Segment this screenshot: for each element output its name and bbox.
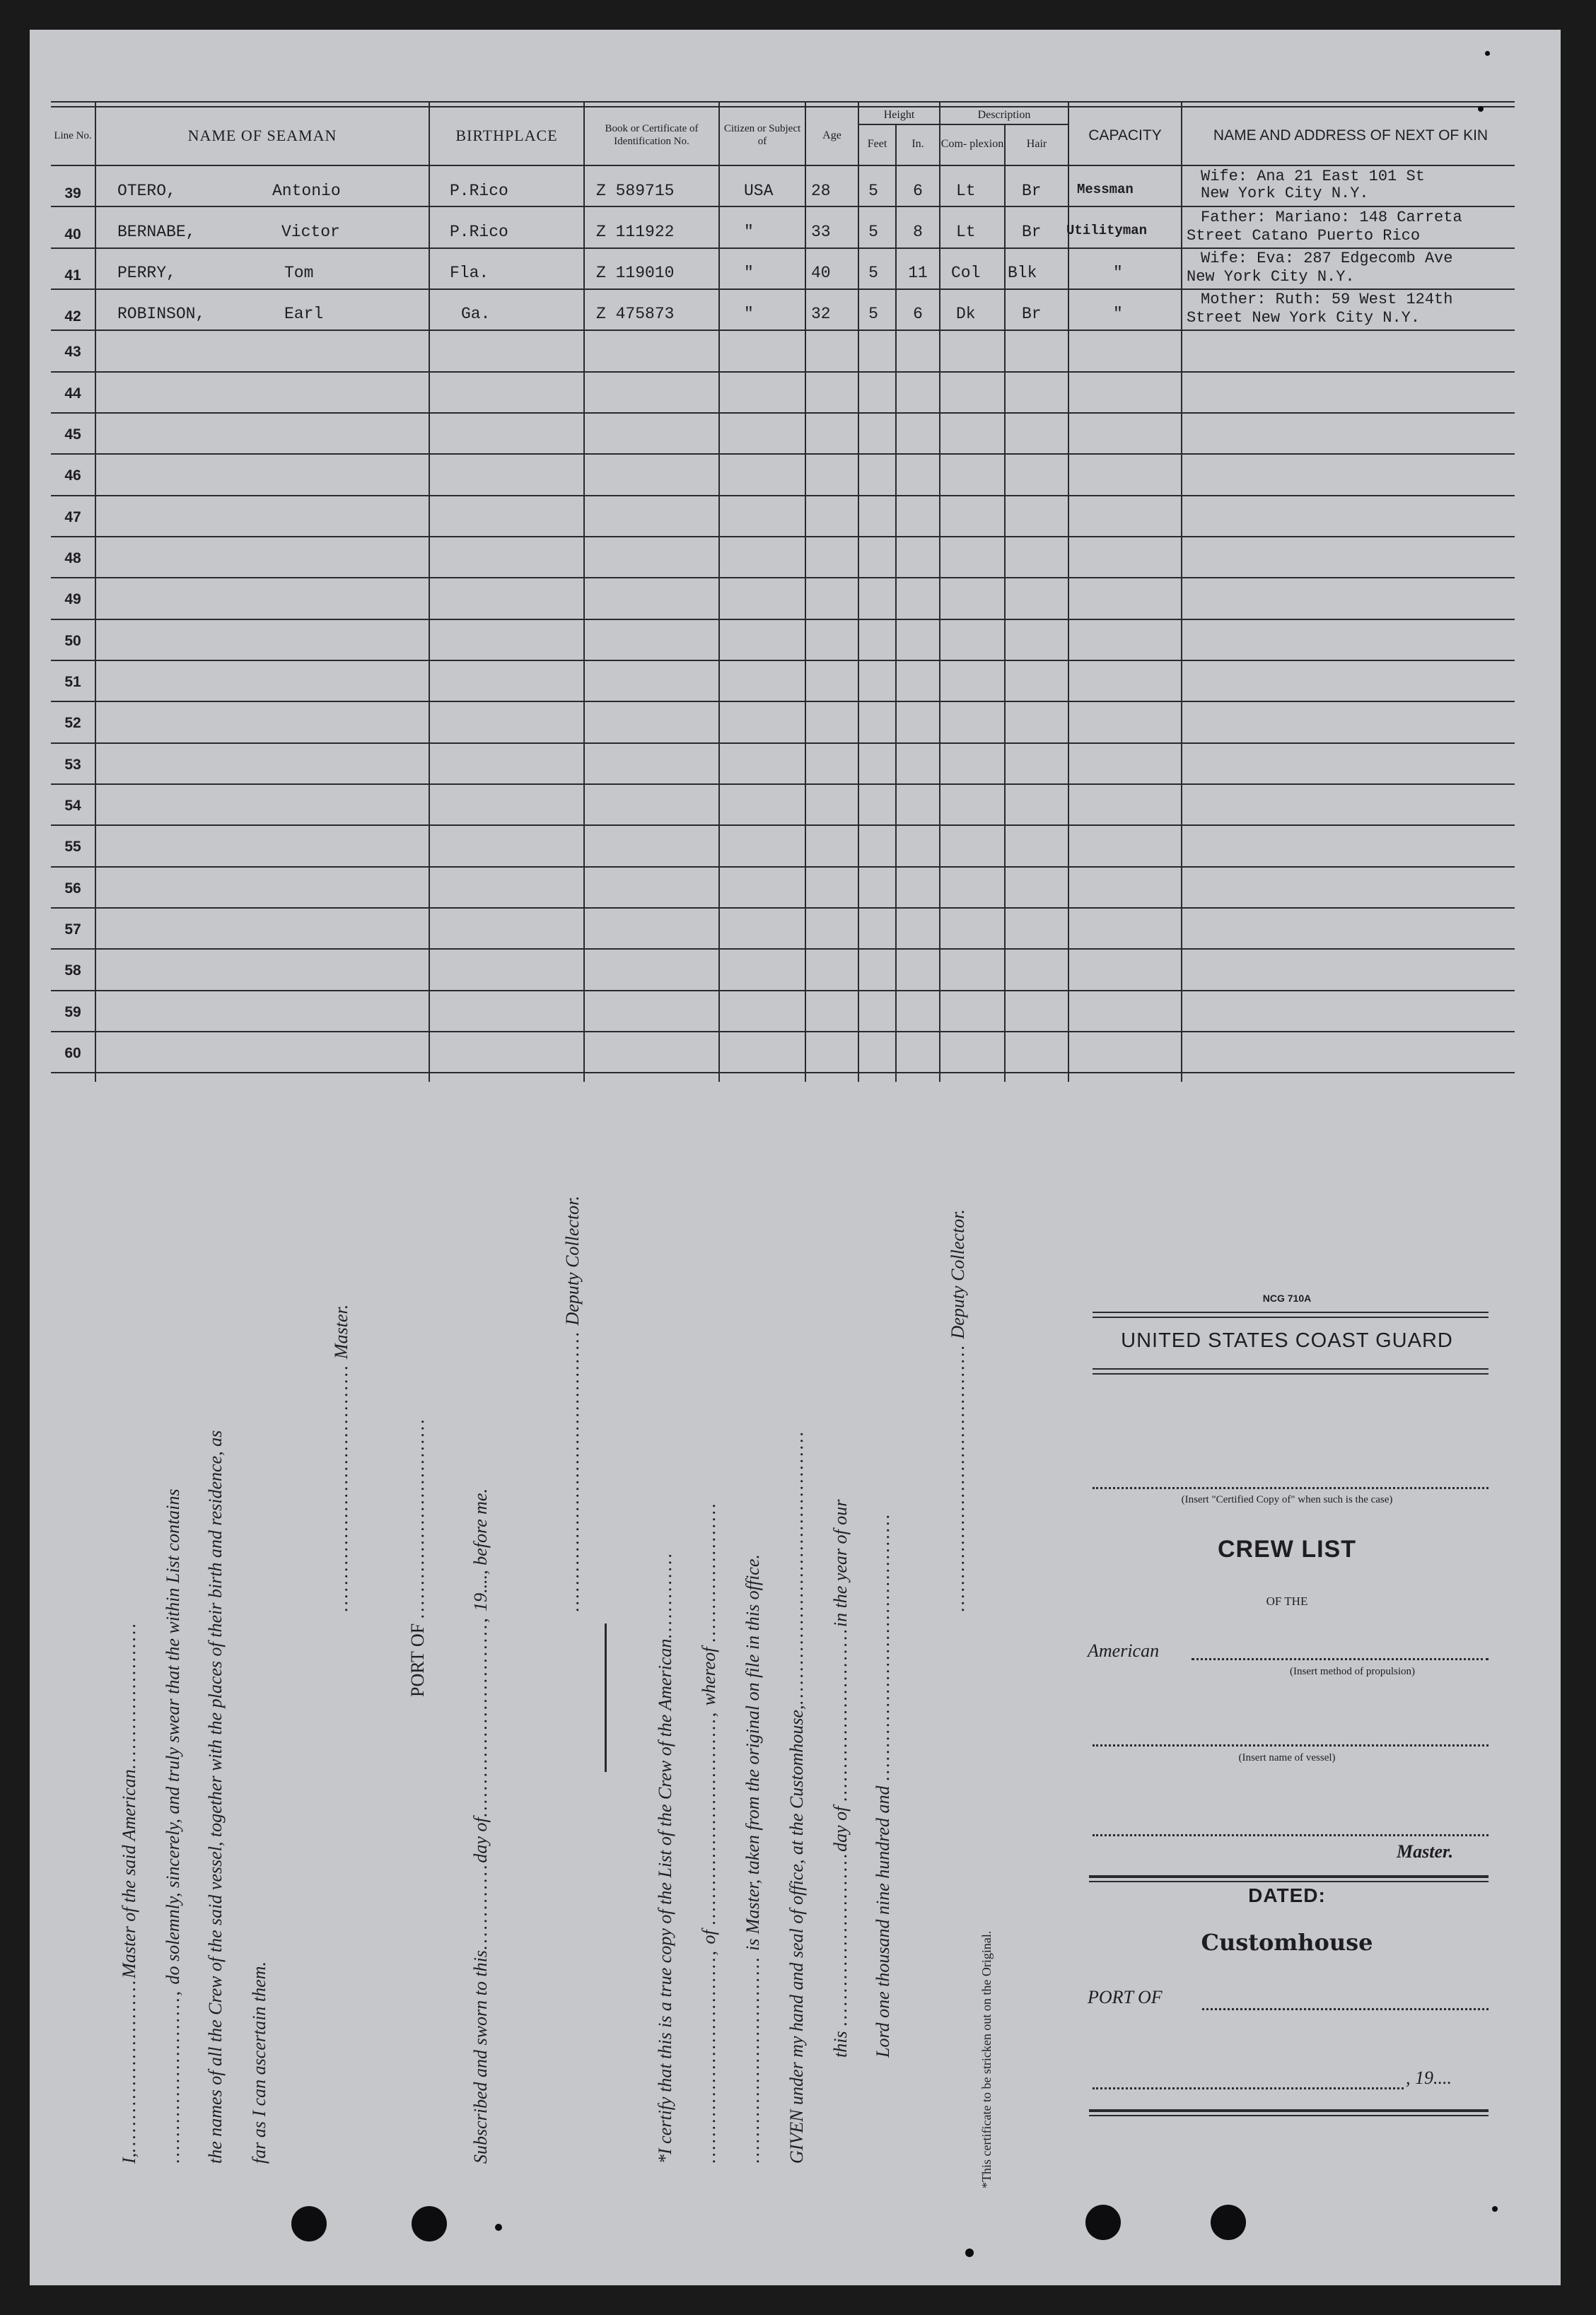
next-of-kin-line: Mother: Ruth: 59 West 124th [1201, 291, 1453, 308]
header-feet: Feet [867, 138, 887, 150]
line-number: 53 [64, 757, 81, 773]
propulsion-field[interactable] [1192, 1658, 1489, 1660]
oath-line-2: ........................., do solemnly, sincerely, and truly swear that the within List contains [163, 1488, 183, 2164]
master-label: Master. [1397, 1841, 1454, 1862]
oath-subscribed-line: Subscribed and sworn to this.............day of............................., 19...., before me. [470, 1488, 491, 2164]
inches-value: 8 [913, 223, 923, 241]
hair-value: Br [1022, 223, 1042, 241]
seaman-surname: ROBINSON, [117, 305, 206, 323]
next-of-kin-line: New York City N.Y. [1201, 185, 1369, 202]
customhouse-label: Customhouse [1201, 1929, 1373, 1956]
line-number: 44 [64, 385, 81, 402]
certify-deputy-line: ........................................ Deputy Collector. [948, 1209, 968, 1612]
hair-value: Br [1022, 305, 1042, 323]
cover-rule [1093, 1317, 1489, 1318]
master-name-field[interactable] [1093, 1834, 1489, 1836]
cover-rule [1089, 1881, 1489, 1882]
hair-value: Blk [1008, 264, 1037, 282]
scan-mark [1485, 51, 1490, 56]
form-number: NCG 710A [1262, 1293, 1312, 1304]
row-rule [51, 288, 1515, 290]
certify-line-5: this ..........................day of ..........................in the year of our [830, 1499, 851, 2058]
scan-mark [495, 2224, 502, 2231]
complexion-value: Col [951, 264, 981, 282]
certify-line-1: *I certify that this is a true copy of the List of the Crew of the American............. [655, 1551, 675, 2164]
line-number: 50 [64, 633, 81, 649]
scan-mark [1492, 2206, 1498, 2212]
line-number: 52 [64, 715, 81, 731]
certify-day-of: day of [830, 1806, 851, 1852]
feet-value: 5 [868, 305, 878, 323]
header-age: Age [822, 129, 841, 141]
row-rule [51, 701, 1515, 702]
oath-day-of: day of [470, 1817, 491, 1863]
certify-line-3: ............................... is Master, taken from the original on file in this office. [742, 1554, 763, 2164]
oath-ascertain: far as I can ascertain them. [249, 1961, 269, 2164]
cover-year-label: , 19.... [1406, 2068, 1452, 2088]
cover-rule [1093, 1312, 1489, 1313]
line-number: 42 [64, 308, 81, 325]
header-name-of-seaman: NAME OF SEAMAN [187, 127, 337, 144]
inches-value: 6 [913, 305, 923, 323]
header-citizen: Citizen or Subject of [723, 123, 801, 147]
scan-mark [965, 2249, 974, 2257]
oath-port-label: PORT OF [407, 1623, 428, 1697]
separator-rule [605, 1623, 607, 1772]
header-capacity: CAPACITY [1088, 127, 1162, 144]
propulsion-note: (Insert method of propulsion) [1289, 1666, 1416, 1677]
row-rule [51, 330, 1515, 331]
next-of-kin-line: Street Catano Puerto Rico [1187, 227, 1421, 245]
age-value: 33 [811, 223, 831, 241]
row-rule [51, 247, 1515, 249]
certified-copy-note: (Insert "Certified Copy of" when such is the case) [1181, 1494, 1393, 1505]
capacity-value: " [1113, 305, 1123, 323]
birthplace-value: Fla. [450, 264, 489, 282]
col-divider [1004, 124, 1006, 1082]
line-number: 41 [64, 267, 81, 284]
citizen-value: " [744, 223, 754, 241]
certify-footnote [979, 1931, 994, 2188]
cover-port-field[interactable] [1202, 2008, 1489, 2010]
certify-footnote-text: *This certificate to be stricken out on the Original. [979, 1930, 994, 2188]
capacity-value: Messman [1077, 182, 1134, 197]
oath-deputy-line: .......................................... Deputy Collector. [562, 1196, 583, 1612]
seaman-given-name: Earl [284, 305, 324, 323]
oath-deputy-collector: Deputy Collector. [562, 1196, 583, 1326]
line-number: 43 [64, 344, 81, 360]
line-number: 59 [64, 1004, 81, 1020]
line-number: 49 [64, 591, 81, 607]
binder-hole [412, 2206, 447, 2241]
certify-text-1: *I certify that this is a true copy of the List of the Crew of the American [655, 1638, 675, 2164]
oath-line-4 [249, 1961, 270, 2164]
age-value: 40 [811, 264, 831, 282]
document-title: CREW LIST [1218, 1536, 1356, 1563]
cover-rule [1089, 1875, 1489, 1878]
age-value: 28 [811, 182, 831, 200]
line-number: 40 [64, 226, 81, 243]
header-inches: In. [911, 138, 924, 150]
line-number: 57 [64, 921, 81, 938]
age-value: 32 [811, 305, 831, 323]
row-rule [51, 783, 1515, 785]
certify-given: GIVEN under my hand and seal of office, at the Customhouse, [786, 1705, 807, 2164]
certify-master-text: is Master, taken from the original on file in this office. [742, 1554, 763, 1951]
capacity-value: " [1113, 264, 1123, 282]
seaman-surname: PERRY, [117, 264, 176, 282]
next-of-kin-line: New York City N.Y. [1187, 268, 1355, 286]
oath-master-label: Master. [331, 1304, 351, 1359]
row-rule [51, 412, 1515, 414]
line-number: 55 [64, 839, 81, 855]
header-description: Description [977, 108, 1031, 121]
oath-i: I, [119, 2152, 139, 2164]
cover-port-label: PORT OF [1088, 1987, 1163, 2007]
row-rule [51, 990, 1515, 991]
cover-rule [1089, 2115, 1489, 2116]
cover-rule [1093, 1368, 1489, 1370]
feet-value: 5 [868, 223, 878, 241]
row-rule [51, 948, 1515, 950]
capacity-value: Utilityman [1066, 223, 1148, 238]
next-of-kin-line: Wife: Ana 21 East 101 St [1201, 168, 1425, 185]
certify-deputy-collector: Deputy Collector. [948, 1209, 968, 1339]
certify-line-4: GIVEN under my hand and seal of office, at the Customhouse,......................................... [786, 1430, 807, 2164]
line-number: 51 [64, 674, 81, 690]
next-of-kin-line: Wife: Eva: 287 Edgecomb Ave [1201, 250, 1453, 267]
row-rule [51, 206, 1515, 207]
line-number: 48 [64, 550, 81, 566]
header-line-no: Line No. [54, 130, 92, 141]
birthplace-value: Ga. [461, 305, 491, 323]
oath-swear: do solemnly, sincerely, and truly swear that the within List contains [163, 1488, 183, 1985]
cover-rule [1089, 2109, 1489, 2112]
row-rule [51, 371, 1515, 373]
row-rule [51, 1072, 1515, 1073]
oath-master-signature: ..................................... Master. [331, 1304, 351, 1612]
oath-subscribed: Subscribed and sworn to this [470, 1950, 491, 2164]
description-header-rule [939, 124, 1068, 125]
birthplace-value: P.Rico [450, 223, 508, 241]
feet-value: 5 [868, 264, 878, 282]
line-number: 45 [64, 426, 81, 443]
row-rule [51, 824, 1515, 826]
citizen-value: USA [744, 182, 774, 200]
certify-this: this [830, 2031, 851, 2058]
oath-port-line: PORT OF .............................. [407, 1417, 428, 1697]
certified-copy-field[interactable] [1093, 1487, 1489, 1489]
citizen-value: " [744, 264, 754, 282]
certify-line-6: Lord one thousand nine hundred and ........................................ [873, 1512, 893, 2058]
seaman-given-name: Victor [281, 223, 340, 241]
seaman-given-name: Antonio [272, 182, 341, 200]
scan-mark [1478, 106, 1484, 112]
row-rule [51, 577, 1515, 578]
seaman-surname: OTERO, [117, 182, 176, 200]
seaman-surname: BERNABE, [117, 223, 196, 241]
certify-of: of [699, 1930, 719, 1944]
header-hair: Hair [1026, 138, 1047, 150]
binder-hole [1085, 2205, 1121, 2240]
height-header-rule [858, 124, 939, 125]
certificate-value: Z 119010 [596, 264, 675, 282]
oath-year: 19...., before me. [470, 1488, 491, 1611]
of-the-label: OF THE [1266, 1594, 1308, 1608]
binder-hole [291, 2206, 327, 2241]
table-top-rule [51, 101, 1515, 103]
header-certificate-no: Book or Certificate of Identification No. [605, 123, 699, 147]
agency-name: UNITED STATES COAST GUARD [1121, 1329, 1453, 1352]
line-number: 58 [64, 962, 81, 979]
cover-date-field[interactable] [1093, 2087, 1404, 2089]
next-of-kin-line: Street New York City N.Y. [1187, 309, 1421, 327]
citizen-value: " [744, 305, 754, 323]
certify-lord: Lord one thousand nine hundred and [873, 1785, 893, 2058]
complexion-value: Lt [956, 223, 976, 241]
line-number: 47 [64, 509, 81, 525]
line-number: 39 [64, 185, 81, 202]
certify-year: in the year of our [830, 1499, 851, 1628]
certify-line-2: ..............................., of ..............................., whereof ..................... [699, 1501, 719, 2164]
cover-rule [1093, 1373, 1489, 1375]
hair-value: Br [1022, 182, 1042, 200]
header-birthplace: BIRTHPLACE [455, 127, 558, 144]
binder-hole [1211, 2205, 1246, 2240]
line-number: 56 [64, 880, 81, 897]
row-rule [51, 907, 1515, 909]
vessel-name-field[interactable] [1093, 1744, 1489, 1747]
complexion-value: Dk [956, 305, 976, 323]
header-height: Height [883, 108, 915, 121]
inches-value: 11 [908, 264, 928, 282]
american-label: American [1088, 1640, 1160, 1661]
certificate-value: Z 589715 [596, 182, 675, 200]
row-rule [51, 495, 1515, 496]
header-bottom-rule [51, 165, 1515, 166]
row-rule [51, 536, 1515, 537]
inches-value: 6 [913, 182, 923, 200]
oath-master-of: Master of the said American [119, 1769, 139, 1978]
row-rule [51, 866, 1515, 868]
oath-line-3 [205, 1430, 226, 2164]
next-of-kin-line: Father: Mariano: 148 Carreta [1201, 209, 1462, 226]
birthplace-value: P.Rico [450, 182, 508, 200]
row-rule [51, 742, 1515, 744]
oath-names: the names of all the Crew of the said vessel, together with the places of their birth and residence, as [205, 1430, 226, 2164]
row-rule [51, 660, 1515, 661]
seaman-given-name: Tom [284, 264, 314, 282]
header-complexion: Com- plexion [940, 138, 1004, 150]
row-rule [51, 453, 1515, 455]
row-rule [51, 1031, 1515, 1032]
certify-whereof: whereof [699, 1647, 719, 1706]
line-number: 46 [64, 467, 81, 484]
line-number: 54 [64, 798, 81, 814]
certificate-value: Z 111922 [596, 223, 675, 241]
certificate-value: Z 475873 [596, 305, 675, 323]
dated-label: DATED: [1248, 1884, 1326, 1906]
oath-line-1: I,..........................Master of the said American...................... [119, 1621, 139, 2164]
header-next-of-kin: NAME AND ADDRESS OF NEXT OF KIN [1213, 127, 1489, 144]
complexion-value: Lt [956, 182, 976, 200]
vessel-name-note: (Insert name of vessel) [1238, 1752, 1336, 1763]
feet-value: 5 [868, 182, 878, 200]
line-number: 60 [64, 1045, 81, 1061]
row-rule [51, 619, 1515, 620]
